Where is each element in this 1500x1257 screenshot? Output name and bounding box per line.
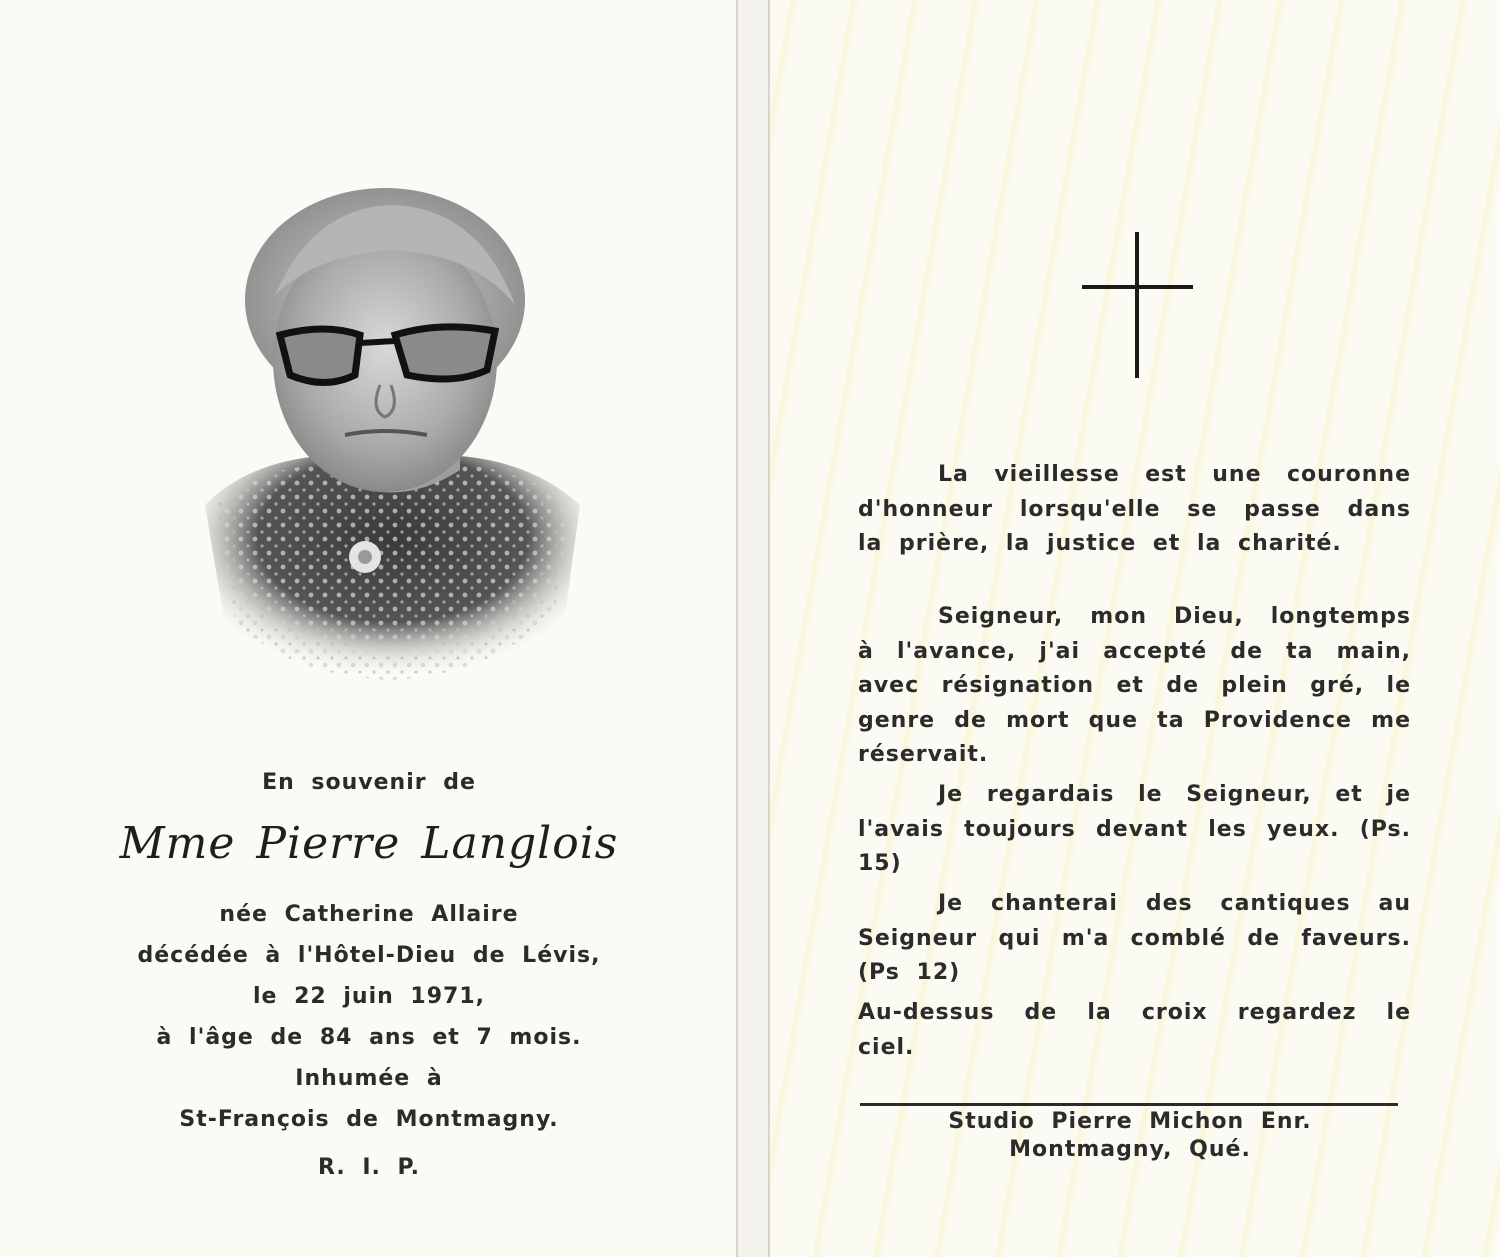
portrait-photo — [195, 185, 585, 695]
burial-place-line: St-François de Montmagny. — [179, 1107, 559, 1132]
verse-paragraph — [858, 458, 1411, 562]
divider — [860, 1103, 1398, 1106]
studio-name: Studio Pierre Michon Enr. — [948, 1109, 1312, 1134]
verse-text: Seigneur, mon Dieu, longtemps à l'avance, j'ai accepté de ta main, avec résignation et de plein gré, le genre de mort que ta Providence me réservait. — [858, 604, 1411, 767]
verse-paragraph — [858, 600, 1411, 773]
closing-line — [858, 996, 1411, 1065]
verse-paragraph — [858, 778, 1411, 882]
death-place-line: décédée à l'Hôtel-Dieu de Lévis, — [137, 943, 601, 968]
verse-text: Je regardais le Seigneur, et je l'avais toujours devant les yeux. (Ps. 15) — [858, 782, 1411, 876]
verse-paragraph — [858, 887, 1411, 991]
burial-line: Inhumée à — [295, 1066, 443, 1091]
studio-location: Montmagny, Qué. — [1009, 1137, 1251, 1162]
printer-credit — [860, 1108, 1400, 1164]
memorial-card-front — [0, 0, 738, 1257]
deceased-name: Mme Pierre Langlois — [119, 818, 619, 869]
verse-text: Je chanterai des cantiques au Seigneur qui m'a comblé de faveurs.(Ps 12) — [858, 891, 1411, 985]
verse-text: Au-dessus de la croix regardez le ciel. — [858, 1000, 1411, 1060]
age-line: à l'âge de 84 ans et 7 mois. — [156, 1025, 582, 1050]
rip-text: R. I. P. — [317, 1155, 420, 1180]
death-date-line: le 22 juin 1971, — [252, 984, 486, 1009]
verse-text: La vieillesse est une couronne d'honneur lorsqu'elle se passe dans la prière, la justice et la charité. — [858, 462, 1411, 556]
cross-icon — [1080, 230, 1195, 380]
maiden-name-line: née Catherine Allaire — [219, 902, 519, 927]
intro-text: En souvenir de — [262, 770, 476, 795]
card-gap — [738, 0, 768, 1257]
